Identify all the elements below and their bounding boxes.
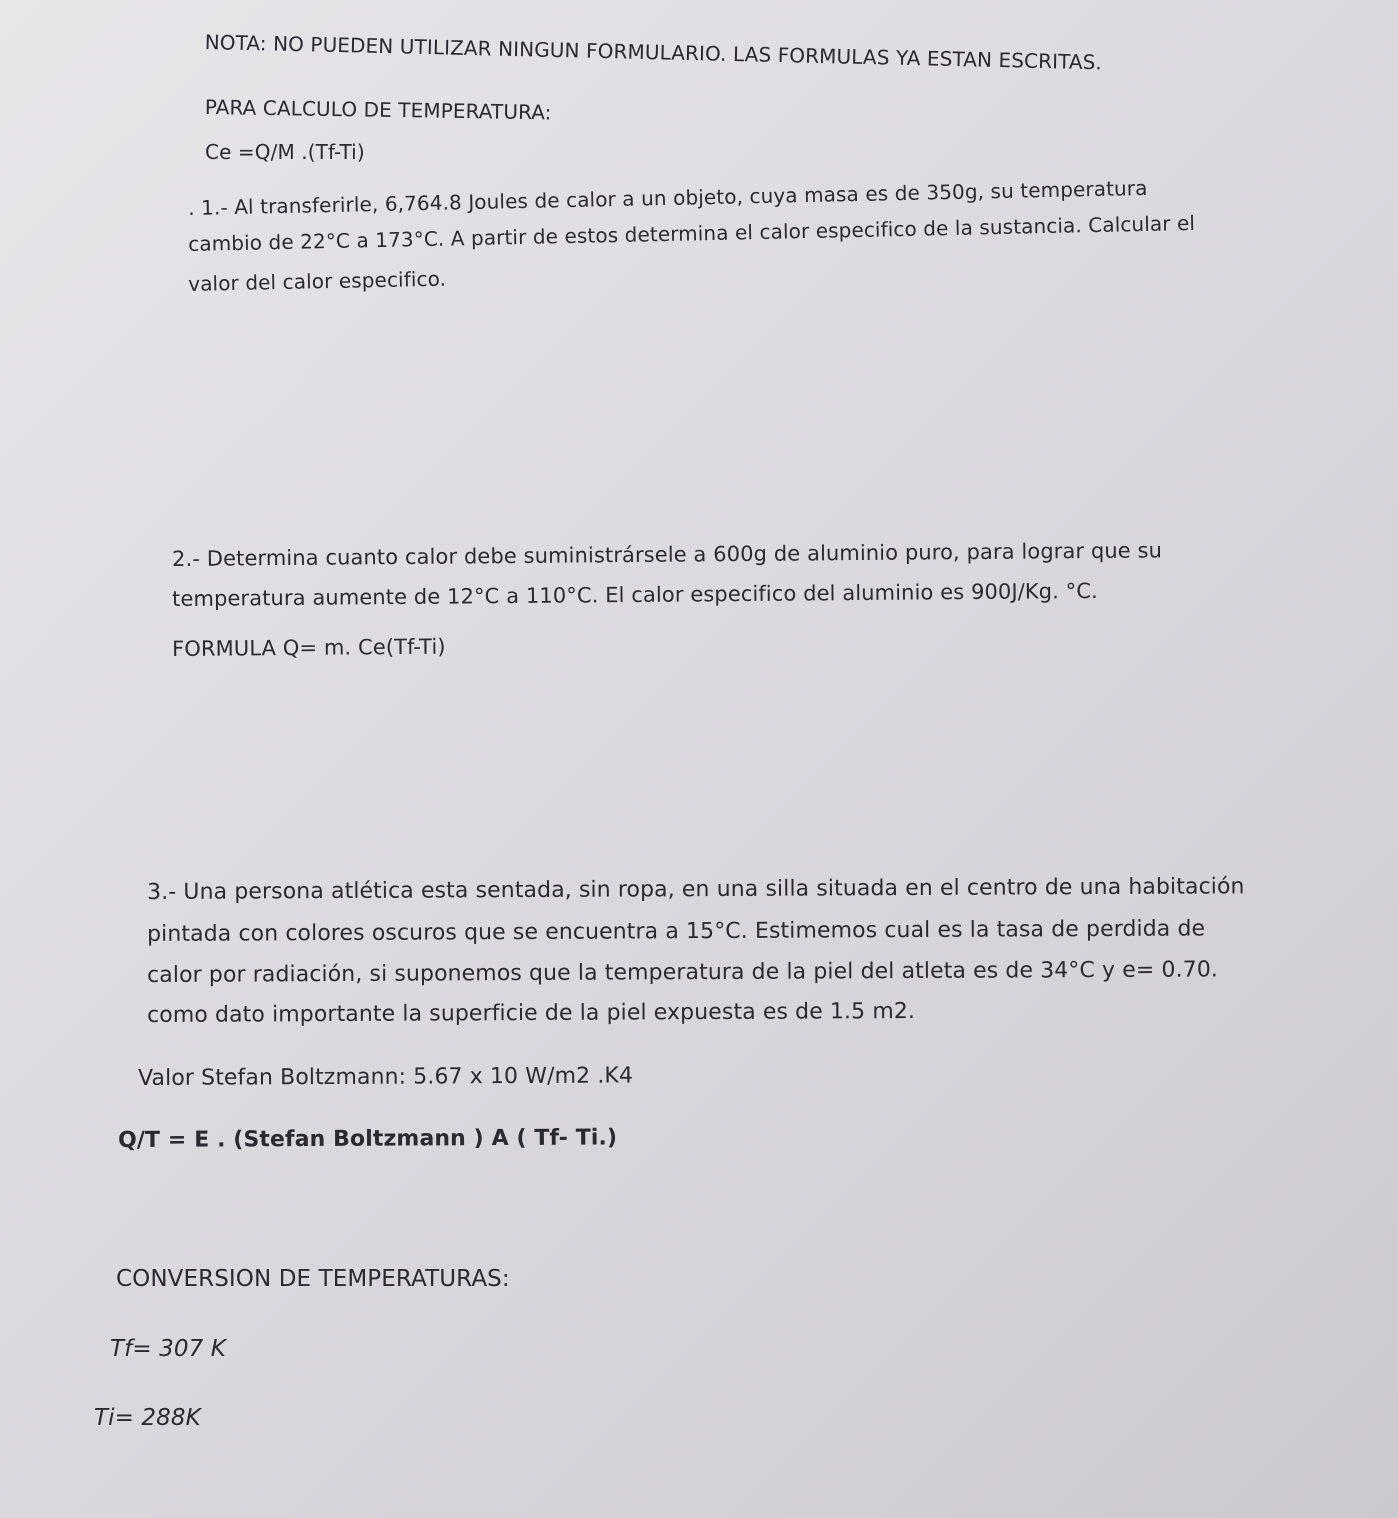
problem-1-line-1: . 1.- Al transferirle, 6,764.8 Joules de calor a un objeto, cuya masa es de 350g, su temperatura — [188, 175, 1148, 220]
problem-3-line-4: como dato importante la superficie de la piel expuesta es de 1.5 m2. — [147, 998, 916, 1028]
stefan-boltzmann-formula: Q/T = E . (Stefan Boltzmann ) A ( Tf- Ti.) — [118, 1125, 618, 1153]
problem-2-formula: FORMULA Q= m. Ce(Tf-Ti) — [172, 634, 446, 661]
problem-3-line-1: 3.- Una persona atlética esta sentada, sin ropa, en una silla situada en el centro de una habitación — [147, 874, 1245, 905]
note-instructions: NOTA: NO PUEDEN UTILIZAR NINGUN FORMULARIO. LAS FORMULAS YA ESTAN ESCRITAS. — [204, 30, 1103, 75]
problem-2-line-2: temperatura aumente de 12°C a 110°C. El calor especifico del aluminio es 900J/Kg. °C. — [172, 578, 1098, 611]
problem-3-line-2: pintada con colores oscuros que se encuentra a 15°C. Estimemos cual es la tasa de perdida de — [147, 916, 1206, 947]
ti-value: Ti= 288K — [94, 1405, 201, 1431]
conversion-heading: CONVERSION DE TEMPERATURAS: — [116, 1266, 510, 1292]
problem-1-line-2: cambio de 22°C a 173°C. A partir de estos determina el calor especifico de la sustancia. Calcular el — [188, 210, 1196, 256]
problem-1-line-3: valor del calor especifico. — [188, 266, 447, 296]
tf-value: Tf= 307 K — [110, 1336, 226, 1362]
stefan-boltzmann-value: Valor Stefan Boltzmann: 5.67 x 10 W/m2 .K4 — [138, 1063, 634, 1091]
problem-2-line-1: 2.- Determina cuanto calor debe suministrársele a 600g de aluminio puro, para lograr que su — [172, 538, 1163, 571]
problem-3-line-3: calor por radiación, si suponemos que la temperatura de la piel del atleta es de 34°C y e= 0.70. — [147, 957, 1219, 988]
temperature-calc-heading: PARA CALCULO DE TEMPERATURA: — [204, 95, 552, 125]
specific-heat-formula: Ce =Q/M .(Tf-Ti) — [205, 140, 365, 164]
